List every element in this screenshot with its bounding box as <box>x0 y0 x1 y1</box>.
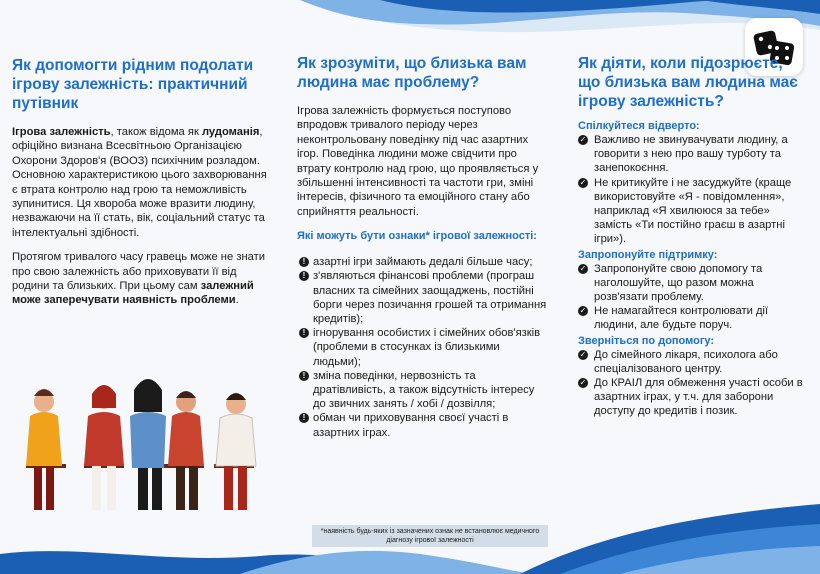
list-item-text: обман чи приховування своєї участі в азартних іграх. <box>313 412 509 439</box>
check-bullet-icon: ✓ <box>579 177 587 187</box>
check-bullet-icon: ✓ <box>579 263 587 273</box>
list-item-text: ігнорування особистих і сімейних обов'язків (проблеми в стосунках із близькими людьми); <box>313 327 541 368</box>
warning-bullet-icon: ! <box>299 257 309 267</box>
list-item <box>578 376 806 419</box>
signs-paragraph: Ігрова залежність формується поступово впродовж тривалого періоду через неконтрольовану поведінку під час азартних ігор. Поведінка людини може свідчити про втрату контролю над грою, що проявляється у збільшенні інтенсивності та частоти гри, зміні інтересів, фізичного та емоційного стану або сприйняття реальності. <box>297 105 539 218</box>
help-list <box>578 348 806 419</box>
check-bullet-icon: ✓ <box>579 349 587 359</box>
intro-paragraph-2 <box>12 250 274 308</box>
list-item <box>297 369 549 412</box>
text-bold: лудоманія <box>201 126 260 138</box>
list-item-text: азартні ігри займають дедалі більше часу; <box>313 256 533 269</box>
list-item <box>578 348 806 376</box>
people-support-group-illustration <box>14 372 276 522</box>
list-item-text: Не намагайтеся контролювати дії людини, але будьте поруч. <box>594 305 769 332</box>
subheading-help: Зверніться по допомогу: <box>578 334 715 347</box>
list-item <box>578 133 806 176</box>
warning-bullet-icon: ! <box>299 328 309 338</box>
check-bullet-icon: ✓ <box>579 135 587 144</box>
intro-paragraph-1 <box>12 125 274 240</box>
actions-column <box>578 40 806 419</box>
text-run: , офіційно визнана Всесвітньою Організацією Охорони Здоров'я (ВООЗ) психічним розладом. Основною характеристикою цього захворювання є втрата контролю над грою та неможливість зупинитися. Ця хвороба може вразити людину, незважаючи на її стать, вік, соціальний статус та інтелектуальні здібності. <box>12 126 267 239</box>
list-item-text: До сімейного лікаря, психолога або спеціалізованого центру. <box>594 348 778 375</box>
text-bold: залежний може заперечувати наявність проблеми <box>12 280 254 307</box>
list-item-text: Не критикуйте і не засуджуйте (краще використовуйте «Я - повідомлення», наприклад «Я хвилююся за тебе» замість «Ти постійно граєш в азартні ігри»). <box>594 176 792 246</box>
list-item-text: Запропонуйте свою допомогу та наголошуйте, що разом можна розв'язати проблему. <box>594 262 763 304</box>
text-run: Протягом тривалого часу гравець може не знати про свою залежність або приховувати її від родини та близьких. При цьому сам <box>12 251 265 293</box>
list-item <box>578 262 806 305</box>
subheading-talk: Спілкуйтеся відверто: <box>578 120 700 132</box>
warning-bullet-icon: ! <box>299 413 309 423</box>
footnote: *наявність будь-яких із зазначених ознак не встановлює медичного діагнозу ігрової залежності <box>312 525 548 547</box>
actions-title: Як діяти, коли підозрюєте, що близька вам людина має ігрову залежність? <box>578 55 798 110</box>
support-list <box>578 262 806 333</box>
signs-column <box>297 40 549 440</box>
list-item <box>578 304 806 332</box>
talk-list <box>578 133 806 247</box>
list-item <box>297 255 549 269</box>
text-run: , також відома як <box>110 126 202 138</box>
list-item <box>578 176 806 247</box>
list-item <box>297 411 549 439</box>
check-bullet-icon: ✓ <box>579 306 587 316</box>
list-item-text: зміна поведінки, нервозність та дратівливість, а також відсутність інтересу до звичних занять / хобі / дозвілля; <box>313 369 535 411</box>
warning-bullet-icon: ! <box>299 371 309 381</box>
text-run: . <box>235 294 239 307</box>
text-bold: Ігрова залежність <box>12 126 111 138</box>
intro-title: Як допомогти рідним подолати ігрову залежність: практичний путівник <box>12 57 254 112</box>
signs-title: Як зрозуміти, що близька вам людина має проблему? <box>297 55 527 91</box>
list-item <box>297 269 549 326</box>
signs-list <box>297 255 549 440</box>
check-bullet-icon: ✓ <box>579 378 587 388</box>
list-item-text: Важливо не звинувачувати людину, а говорити з нею про вашу турботу та занепокоєння. <box>594 134 788 175</box>
signs-subheading: Які можуть бути ознаки* ігрової залежності: <box>297 230 537 243</box>
subheading-support: Запропонуйте підтримку: <box>578 248 718 261</box>
list-item-text: До КРАІЛ для обмеження участі особи в азартних іграх, у т.ч. для заборони доступу до кредитів і позик. <box>594 377 803 418</box>
list-item-text: з'являються фінансові проблеми (програш власних та сімейних заощаджень, постійні борги через позичання грошей та отримання кредитів); <box>313 270 547 326</box>
intro-column <box>12 40 274 308</box>
list-item <box>297 326 549 369</box>
warning-bullet-icon: ! <box>299 271 309 281</box>
